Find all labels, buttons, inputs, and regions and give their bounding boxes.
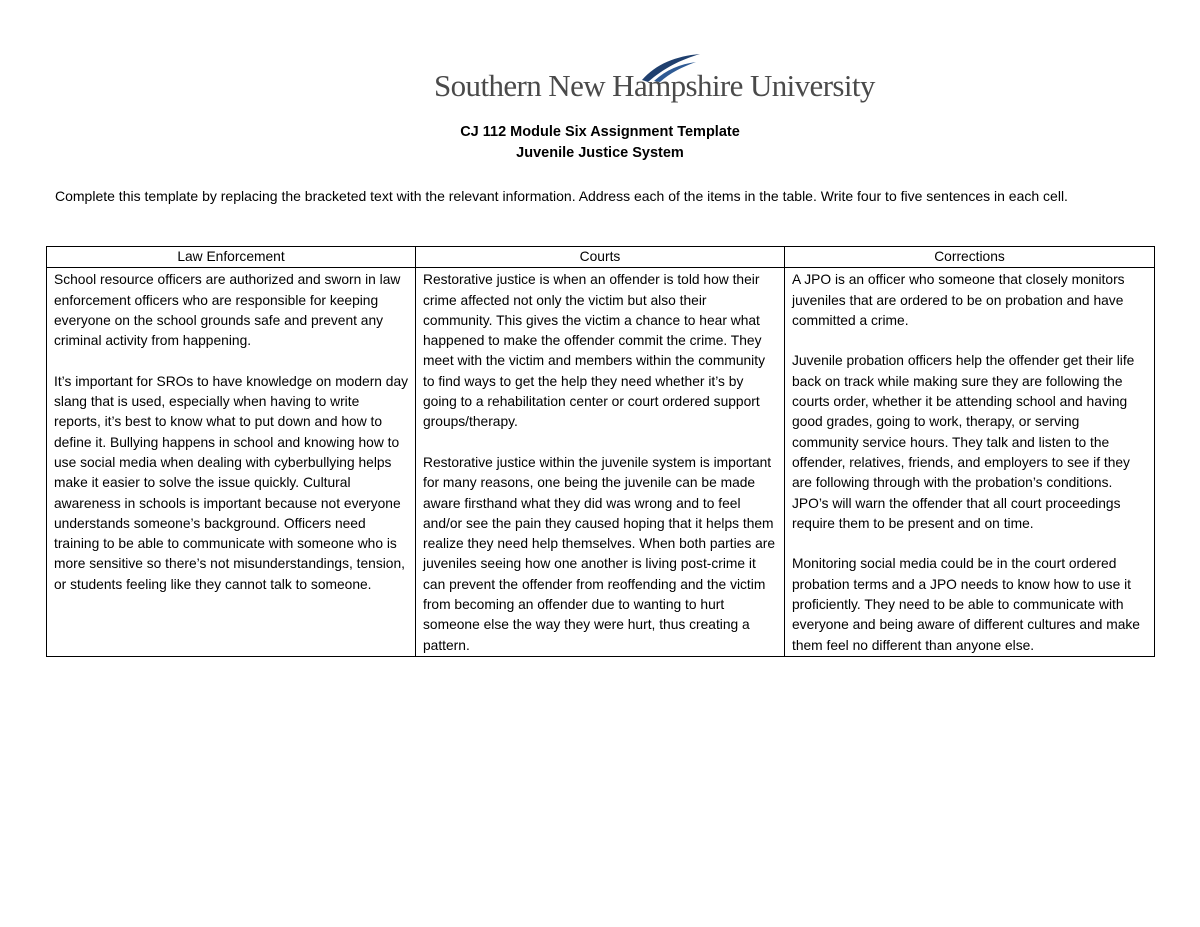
column-header-courts: Courts — [416, 247, 785, 268]
column-header-corrections: Corrections — [785, 247, 1155, 268]
instructions-text: Complete this template by replacing the bracketed text with the relevant information. Address each of the items in the table. Write four to five sentences in each cell. — [55, 188, 1068, 204]
cell-law-enforcement[interactable] — [47, 268, 416, 657]
cell-paragraph: It’s important for SROs to have knowledge on modern day slang that is used, especially when having to write reports, it’s best to know what to put down and how to define it. Bullying happens in school and knowing how to use social media when dealing with cyberbullying helps make it easier to solve the issue quickly. Cultural awareness in schools is important because not everyone understands someone’s background. Officers need training to be able to communicate with someone who is more sensitive so there’s not misunderstandings, tension, or students feeling like they cannot talk to someone. — [54, 373, 409, 592]
cell-paragraph: Restorative justice within the juvenile system is important for many reasons, one being the juvenile can be made aware firsthand what they did was wrong and to feel and/or see the pain they caused hoping that it helps them realize they need help themselves. When both parties are juveniles seeing how one another is living post-crime it can prevent the offender from reoffending and the victim from becoming an offender due to wanting to hurt someone else the way they were hurt, thus creating a pattern. — [423, 454, 776, 653]
table-row — [47, 268, 1155, 657]
title-block — [0, 122, 1200, 164]
cell-corrections[interactable] — [785, 268, 1155, 657]
logo-wordmark: Southern New Hampshire University — [434, 68, 875, 103]
cell-paragraph: Monitoring social media could be in the court ordered probation terms and a JPO needs to know how to use it proficiently. They need to be able to communicate with everyone and being aware of different cultures and make them feel no different than anyone else. — [792, 556, 1140, 653]
cell-paragraph: Juvenile probation officers help the offender get their life back on track while making sure they are following the courts order, whether it be attending school and having good grades, going to work, therapy, or serving community service hours. They talk and listen to the offender, relatives, friends, and employers to see if they are following through with the probation’s conditions. JPO’s will warn the offender that all court proceedings require them to be present and on time. — [792, 353, 1135, 531]
cell-courts[interactable] — [416, 268, 785, 657]
assignment-table — [46, 246, 1155, 657]
table-header-row — [47, 247, 1155, 268]
cell-paragraph: School resource officers are authorized and sworn in law enforcement officers who are responsible for keeping everyone on the school grounds safe and prevent any criminal activity from happening. — [54, 272, 401, 349]
document-subtitle: Juvenile Justice System — [516, 145, 684, 161]
university-logo — [434, 52, 875, 108]
cell-paragraph: Restorative justice is when an offender is told how their crime affected not only the victim but also their community. This gives the victim a chance to hear what happened to make the offender commit the crime. They meet with the victim and members within the community to find ways to get the help they need whether it’s by going to a rehabilitation center or court ordered support groups/therapy. — [423, 272, 765, 430]
cell-paragraph: A JPO is an officer who someone that closely monitors juveniles that are ordered to be on probation and have committed a crime. — [792, 272, 1125, 328]
document-title: CJ 112 Module Six Assignment Template — [460, 124, 740, 140]
column-header-law-enforcement: Law Enforcement — [47, 247, 416, 268]
